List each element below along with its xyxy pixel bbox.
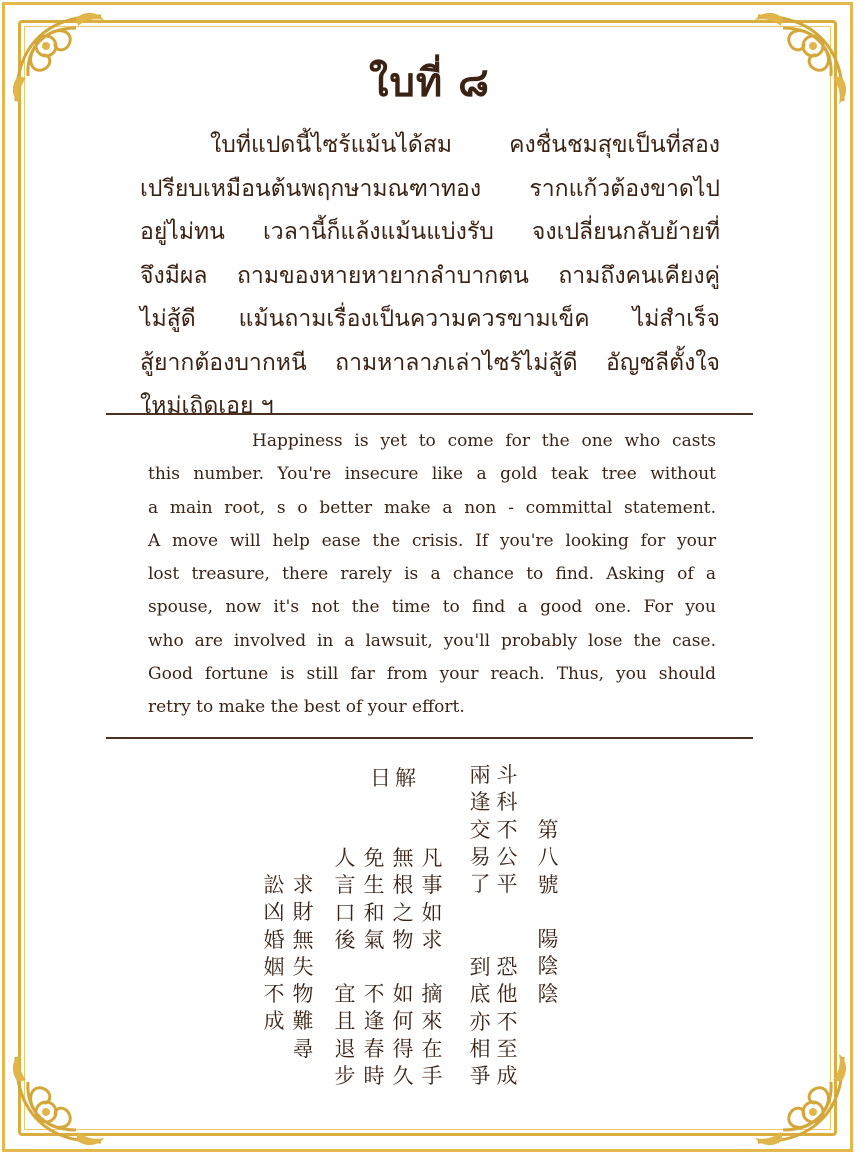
chinese-column: 無 根 之 物: [392, 846, 414, 952]
chinese-column: 第 八 號 陽 陰 陰: [537, 818, 559, 1006]
thai-line: สู้ยากต้องบากหนี ถามหาลาภเล่าไซร้ไม่สู้ดี อัญชลีตั้งใจ: [140, 349, 720, 376]
chinese-column: 凡 事 如 求: [421, 846, 443, 952]
english-line: Good fortune is still far from your reach. Thus, you should: [148, 664, 716, 685]
chinese-column: 如 何 得 久: [392, 982, 414, 1088]
divider: [106, 413, 753, 415]
chinese-column: 人 言 口 後: [334, 846, 356, 952]
thai-line: อยู่ไม่ทน เวลานี้ก็แล้งแม้นแบ่งรับ จงเปลี่ยนกลับย้ายที่: [140, 219, 720, 245]
page-title: ใบที่ ๘: [368, 60, 491, 106]
chinese-column: 求 財 無 失: [292, 873, 314, 979]
english-line: Happiness is yet to come for the one who casts: [252, 431, 716, 451]
english-translation: [148, 425, 716, 725]
chinese-header: 日解: [370, 766, 420, 790]
thai-verse: [140, 124, 720, 429]
english-line: a main root, s o better make a non - committal statement.: [148, 497, 716, 518]
chinese-column: 免 生 和 氣: [363, 846, 385, 952]
chinese-column: 不 逢 春 時: [363, 982, 385, 1088]
english-line: lost treasure, there rarely is a chance to find. Asking of a: [148, 564, 716, 585]
chinese-column: 宜 且 退 步: [334, 982, 356, 1088]
english-line: A move will help ease the crisis. If you're looking for your: [148, 530, 716, 551]
divider: [106, 737, 753, 739]
thai-line: จึงมีผล ถามของหายหายากลำบากตน ถามถึงคนเคียงคู่: [140, 262, 720, 289]
thai-line: ใหม่เถิดเอย ฯ: [140, 393, 274, 419]
corner-ornament-icon: [743, 1042, 853, 1152]
corner-ornament-icon: [6, 1042, 116, 1152]
english-line: who are involved in a lawsuit, you'll probably lose the case.: [148, 630, 716, 651]
chinese-column: 斗 科 不 公 平: [496, 763, 518, 897]
thai-line: ไม่สู้ดี แม้นถามเรื่องเป็นความควรขามเข็ค ไม่สำเร็จ: [140, 306, 720, 332]
chinese-column: 訟 凶 婚 姻: [263, 873, 285, 979]
chinese-column: 到 底 亦 相 爭: [469, 955, 491, 1089]
thai-line: ใบที่แปดนี้ไซร้แม้นได้สม คงชื่นชมสุขเป็นที่สอง: [210, 132, 720, 158]
chinese-column: 摘 來 在 手: [421, 982, 443, 1088]
chinese-column: 兩 逢 交 易 了: [469, 763, 491, 897]
chinese-column: 不 成: [263, 982, 285, 1034]
english-line: spouse, now it's not the time to find a good one. For you: [148, 597, 716, 618]
english-line: retry to make the best of your effort.: [148, 697, 465, 718]
english-line: this number. You're insecure like a gold teak tree without: [148, 464, 716, 485]
thai-line: เปรียบเหมือนต้นพฤกษามณฑาทอง รากแก้วต้องขาดไป: [140, 175, 720, 202]
chinese-column: 恐 他 不 至 成: [496, 955, 518, 1089]
chinese-column: 物 難 尋: [292, 982, 314, 1061]
